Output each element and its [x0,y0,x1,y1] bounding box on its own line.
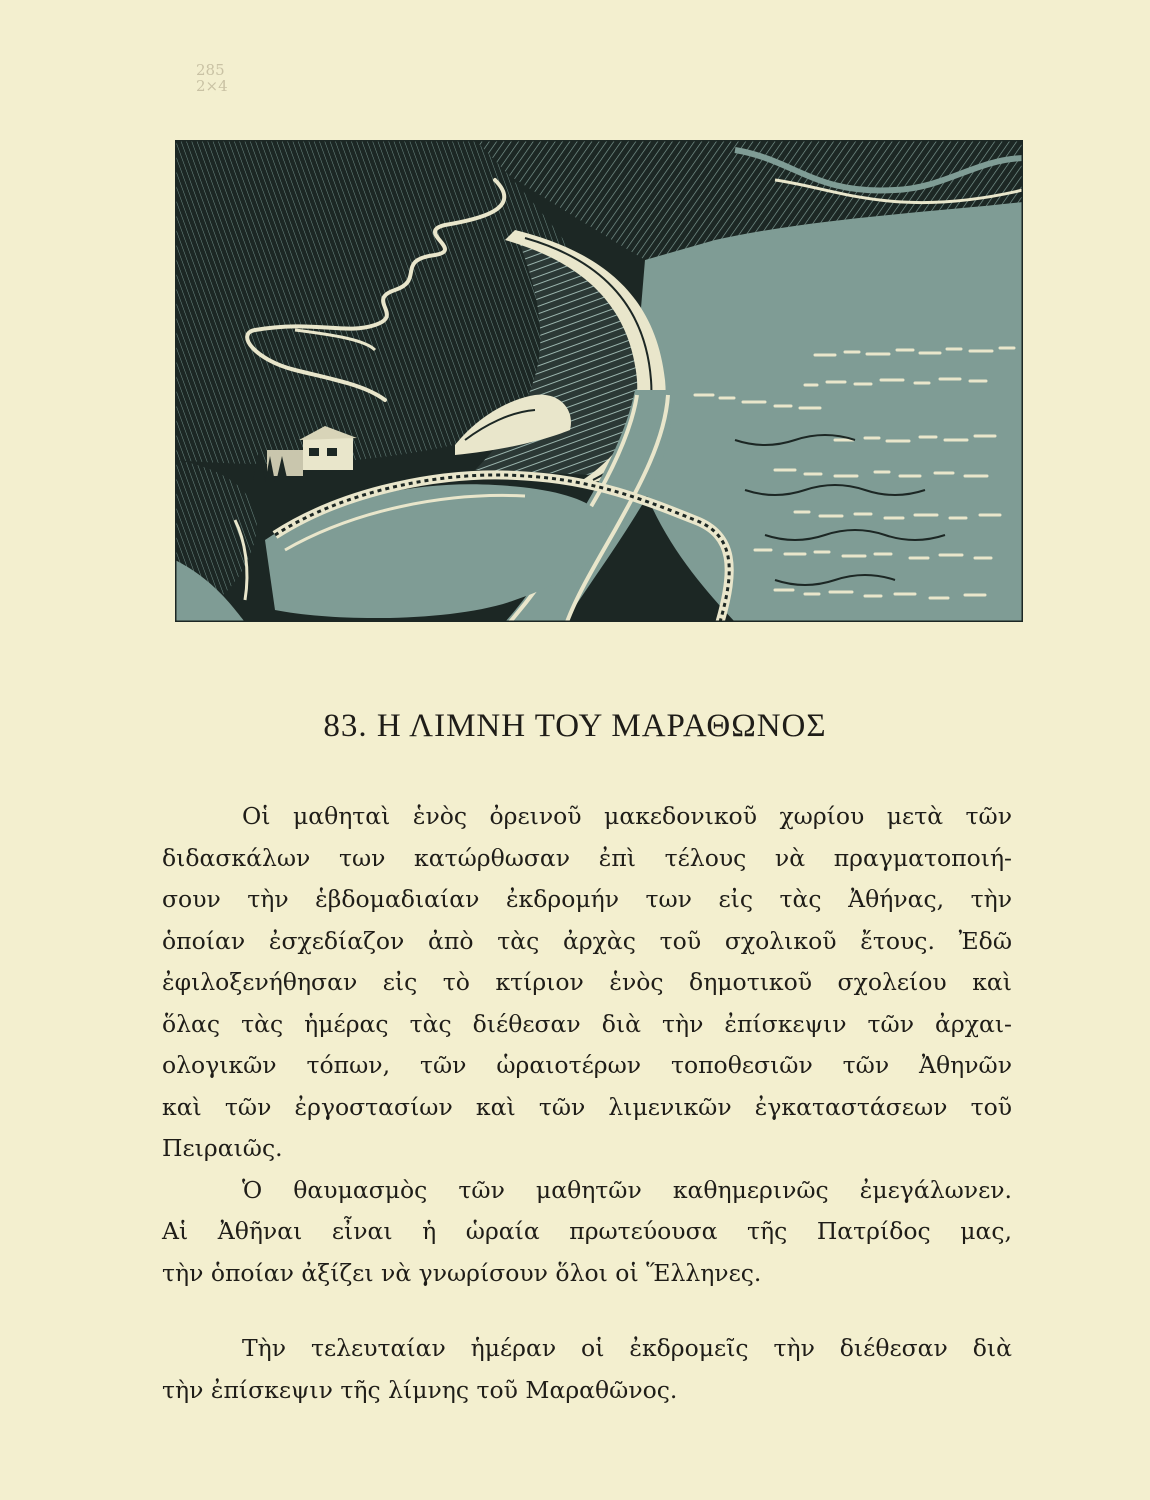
text-line: σουν τὴν ἑβδομαδιαίαν ἐκδρομήν των εἰς τὰς Ἀθήνας, τὴν [162,885,1012,913]
text-line: ὅλας τὰς ἡμέρας τὰς διέθεσαν διὰ τὴν ἐπίσκεψιν τῶν ἀρχαι- [162,1009,1012,1038]
chapter-heading: 83. Η ΛΙΜΝΗ ΤΟΥ ΜΑΡΑΘΩΝΟΣ [323,708,827,744]
text-line: τὴν ἐπίσκεψιν τῆς λίμνης τοῦ Μαραθῶνος. [162,1375,678,1404]
faint-page-number: 285 2×4 [196,61,228,95]
paragraph-1 [162,796,1012,1170]
paragraph-3 [162,1328,1012,1411]
paragraph-2 [162,1170,1012,1295]
text-line: Ὁ θαυμασμὸς τῶν μαθητῶν καθημερινῶς ἐμεγάλωνεν. [242,1175,1012,1204]
text-line: τὴν ὁποίαν ἀξίζει νὰ γνωρίσουν ὅλοι οἱ Ἕλληνες. [162,1258,762,1287]
text-line: Τὴν τελευταίαν ἡμέραν οἱ ἐκδρομεῖς τὴν διέθεσαν διὰ [242,1334,1012,1362]
text-line: ολογικῶν τόπων, τῶν ὡραιοτέρων τοποθεσιῶν τῶν Ἀθηνῶν [162,1051,1012,1079]
text-line: διδασκάλων των κατώρθωσαν ἐπὶ τέλους νὰ πραγματοποιή- [162,843,1012,872]
text-line: ὁποίαν ἐσχεδίαζον ἀπὸ τὰς ἀρχὰς τοῦ σχολικοῦ ἔτους. Ἐδῶ [162,926,1012,955]
text-line: Πειραιῶς. [162,1134,283,1162]
marathon-dam-woodcut-illustration [175,140,1023,622]
text-line: ἐφιλοξενήθησαν εἰς τὸ κτίριον ἑνὸς δημοτικοῦ σχολείου καὶ [162,968,1012,996]
text-line: καὶ τῶν ἐργοστασίων καὶ τῶν λιμενικῶν ἐγκαταστάσεων τοῦ [162,1092,1012,1121]
chapter-body [162,796,1012,1411]
text-line: Αἱ Ἀθῆναι εἶναι ἡ ὡραία πρωτεύουσα τῆς Πατρίδος μας, [162,1217,1012,1245]
text-line: Οἱ μαθηταὶ ἑνὸς ὀρεινοῦ μακεδονικοῦ χωρίου μετὰ τῶν [242,802,1012,830]
